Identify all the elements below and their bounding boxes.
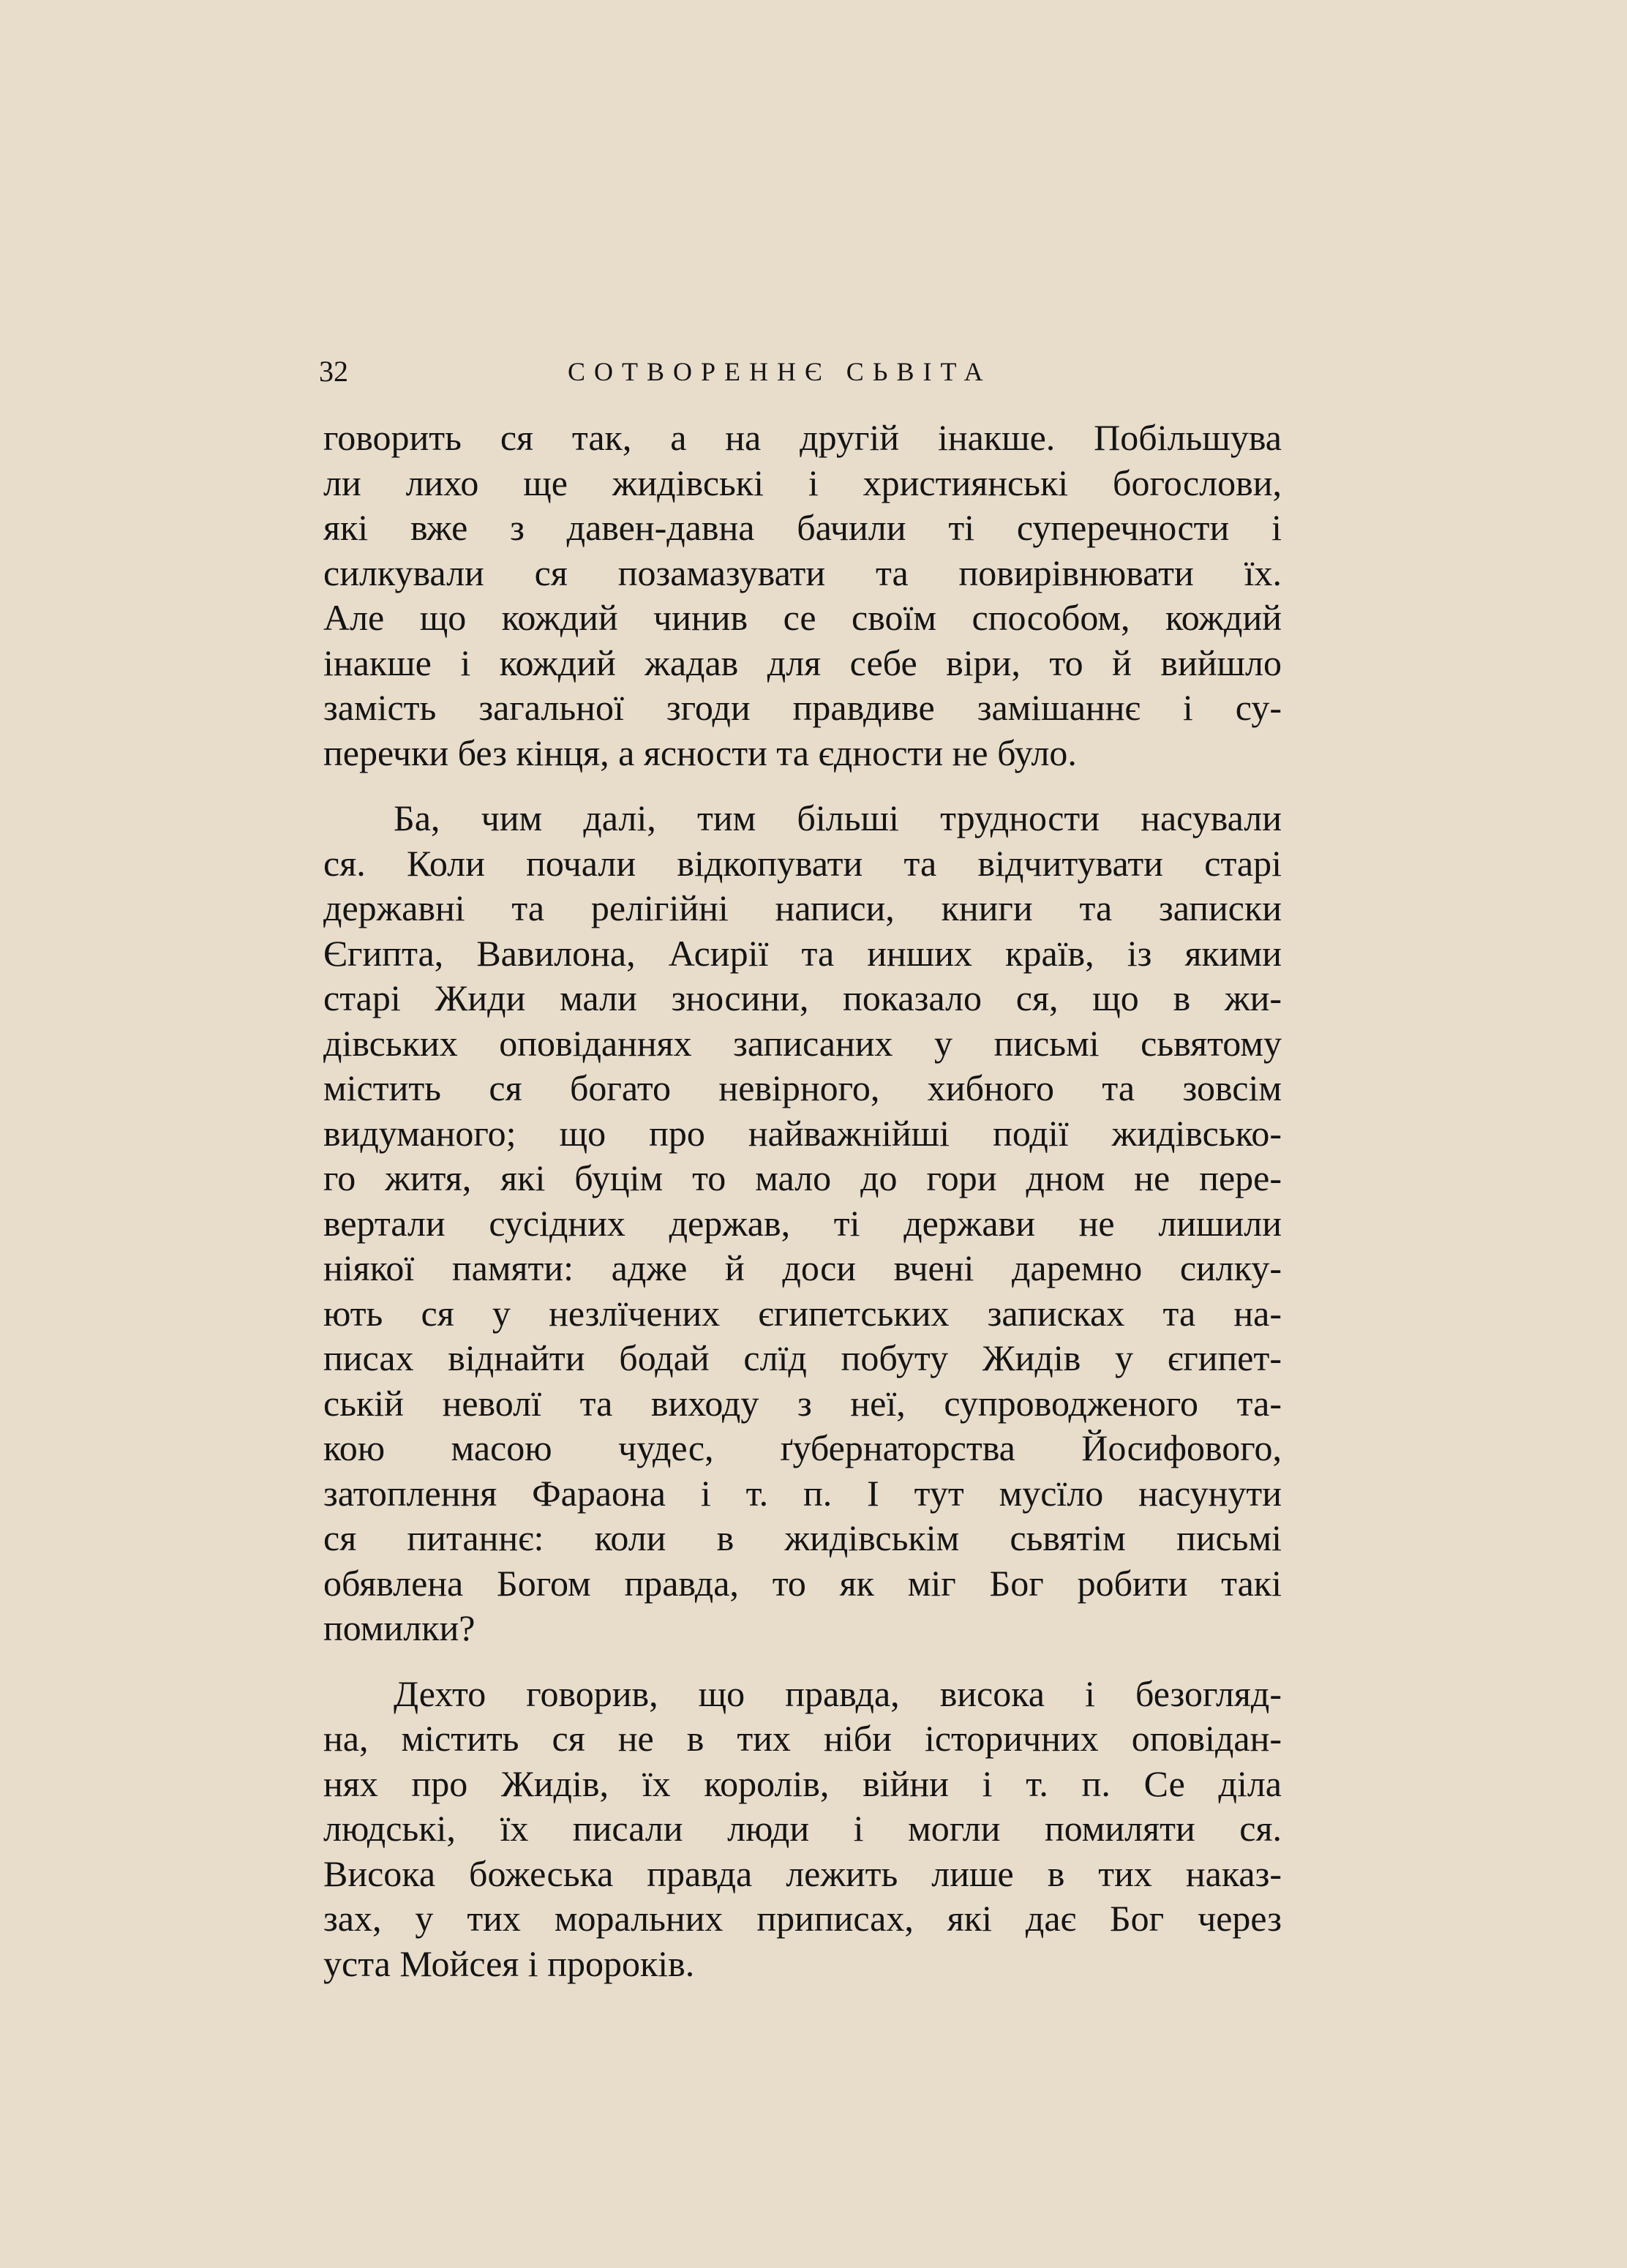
text-line: вертали сусідних держав, ті держави не лишили [323,1202,1282,1244]
text-line: зах, у тих моральних приписах, які дає Бог через [323,1898,1282,1939]
text-line: затоплення Фараона і т. п. І тут мусїло насунути [323,1472,1282,1514]
text-line: видуманого; що про найважнійші події жидівсько- [323,1112,1282,1154]
text-line: державні та релігійні написи, книги та записки [323,887,1282,928]
text-line: нях про Жидів, їх королів, війни і т. п. Се діла [323,1762,1282,1804]
page-number: 32 [319,355,348,388]
text-line: го житя, які буцім то мало до гори дном не пере- [323,1157,1282,1198]
paragraph-2 [323,796,1282,1651]
text-line: ють ся у незлїчених єгипетських записках та на- [323,1292,1282,1334]
text-line: ській неволї та виходу з неї, супроводженого та- [323,1382,1282,1424]
text-line: ся питаннє: коли в жидівськім сьвятім письмі [323,1517,1282,1558]
text-line: ся. Коли почали відкопувати та відчитувати старі [323,842,1282,884]
text-line: Висока божеська правда лежить лише в тих наказ- [323,1852,1282,1894]
text-line: людські, їх писали люди і могли помиляти ся. [323,1808,1282,1849]
text-line: обявлена Богом правда, то як міг Бог робити такі [323,1562,1282,1604]
text-line: містить ся богато невірного, хибного та зовсім [323,1067,1282,1108]
text-line: помилки? [323,1607,476,1648]
text-line: дівських оповіданнях записаних у письмі сьвятому [323,1022,1282,1064]
body-text [323,416,1282,1986]
text-line: уста Мойсея і пророків. [323,1942,695,1984]
running-title: СОТВОРЕННЄ СЬВІТА [568,357,992,386]
running-head [319,350,1293,394]
text-line: старі Жиди мали зносини, показало ся, що в жи- [323,977,1282,1018]
text-line: говорить ся так, а на другій інакше. Побільшува [323,417,1282,458]
text-line: писах віднайти бодай слїд побуту Жидів у єгипет- [323,1337,1282,1378]
text-line: Але що кождий чинив се своїм способом, кождий [323,597,1282,638]
text-line: замість загальної згоди правдиве замішаннє і су- [323,687,1282,728]
text-line: які вже з давен-давна бачили ті суперечности і [323,507,1282,548]
text-line: на, містить ся не в тих ніби історичних оповідан- [323,1718,1282,1759]
text-line: інакше і кождий жадав для себе віри, то й вийшло [323,642,1282,683]
text-line: Єгипта, Вавилона, Асирії та инших країв, із якими [323,932,1282,974]
paragraph-1 [323,416,1282,776]
text-line: перечки без кінця, а ясности та єдности не було. [323,732,1077,773]
text-line: кою масою чудес, ґубернаторства Йосифового, [323,1427,1282,1468]
paragraph-3 [323,1672,1282,1987]
text-line: ли лихо ще жидівські і християнські богослови, [323,462,1282,503]
text-line: силкували ся позамазувати та повирівнювати їх. [323,552,1282,593]
text-line: ніякої памяти: адже й доси вчені даремно силку- [323,1247,1282,1288]
text-line: Дехто говорив, що правда, висока і безогляд- [394,1672,1282,1714]
text-line: Ба, чим далі, тим більші трудности насували [394,797,1282,838]
